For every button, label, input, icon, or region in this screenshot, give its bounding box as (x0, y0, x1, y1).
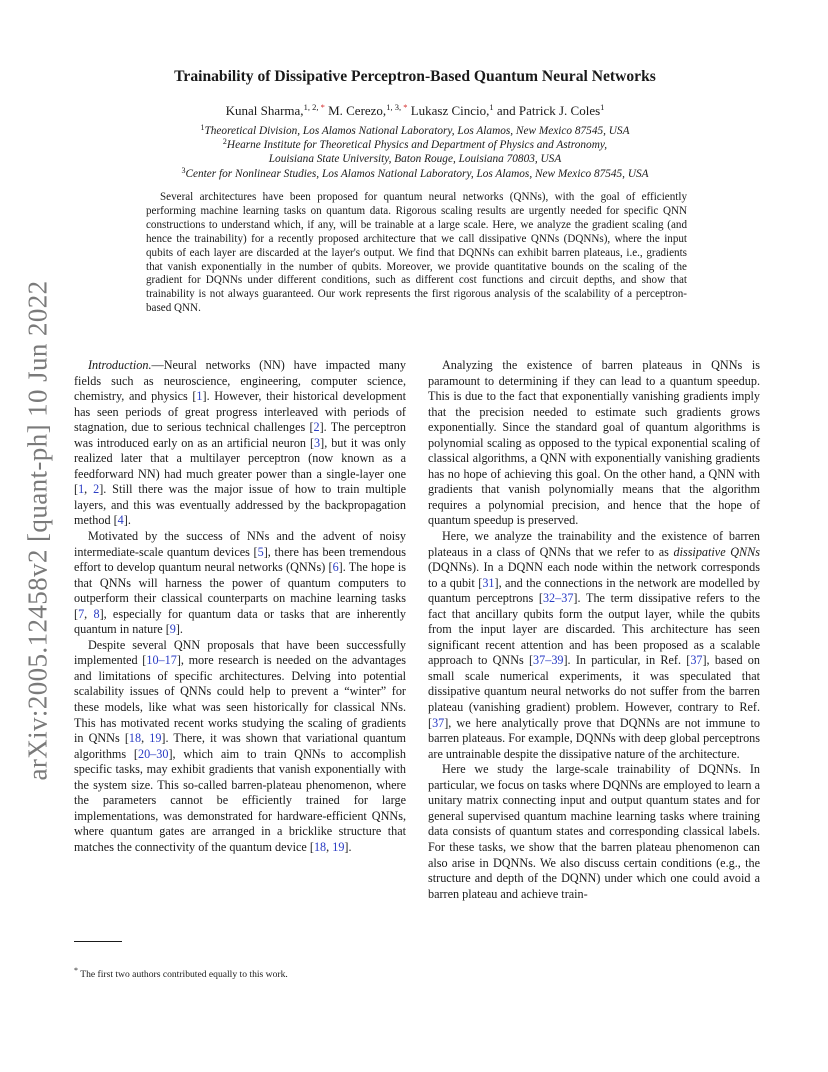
citation-link[interactable]: 18 (128, 731, 142, 746)
equal-contrib-star[interactable]: * (320, 102, 325, 112)
right-column (428, 358, 760, 902)
affiliation-2-cont: Louisiana State University, Baton Rouge, Louisiana 70803, USA (268, 153, 562, 166)
paragraph-motivation: Motivated by the success of NNs and the advent of noisy intermediate-scale quantum devices [5], there has been tremendous effort to develop quantum neural networks (QNNs) [6]. The hope is that QNNs will harness the power of quantum computers to outperform their classical counterparts on machine learning tasks [7, 8], especially for quantum data or tasks that are inherently quantum in nature [9]. (74, 529, 407, 637)
paragraph-scope: Here we study the large-scale trainability of DQNNs. In particular, we focus on tasks where DQNNs are employed to learn a unitary matrix connecting input and output quantum states and for general supervised quantum machine learning tasks where training data consists of quantum states and corresponding classical labels. For these tasks, we show that the barren plateau phenomenon can also arise in DQNNs. We also discuss certain conditions (e.g., the structure and depth of the DQNN) under which one could avoid a barren plateau and achieve train- (428, 762, 760, 901)
paper-title: Trainability of Dissipative Perceptron-Based Quantum Neural Networks (174, 68, 656, 85)
affiliation-2: $^2$Hearne Institute for Theoretical Physics and Department of Physics and Astronomy, (222, 137, 608, 152)
author-list (90, 103, 740, 119)
author-affil-marker: 1 (489, 102, 494, 112)
citation-link[interactable]: 10–17 (146, 653, 177, 668)
citation-link[interactable]: 2 (93, 482, 100, 497)
paragraph-introduction: Introduction.—Neural networks (NN) have impacted many fields such as neuroscience, engineering, computer science, chemistry, and physics [1]. However, their historical development has seen periods of great progress interleaved with periods of stagnation, due to serious technical challenges [2]. The perceptron was introduced early on as an artificial neuron [3], but it was only realized later that a multilayer perceptron (now known as a feedforward NN) had much greater power than a single-layer one [1, 2]. Still there was the major issue of how to train multiple layers, and this was eventually addressed by the backpropagation method [4]. (74, 358, 407, 528)
author-affil-marker: 1 (600, 102, 605, 112)
affiliation-3: $^3$Center for Nonlinear Studies, Los Alamos National Laboratory, Los Alamos, New Mexico 87545, USA (181, 165, 649, 180)
author-name: and Patrick J. Coles (493, 103, 601, 118)
author-name: M. Cerezo, (324, 103, 387, 118)
citation-link[interactable]: 2 (313, 420, 320, 435)
footnote-divider (74, 941, 122, 942)
citation-link[interactable]: 19 (332, 839, 345, 854)
citation-link[interactable]: 4 (117, 513, 124, 528)
paragraph-dqnn: Here, we analyze the trainability and the existence of barren plateaus in a class of QNNs that we refer to as dissipative QNNs (DQNNs). In a DQNN each node within the network corresponds to a qubit [31], and the connections in the network are modelled by quantum perceptrons [32–37]. The term dissipative refers to the fact that ancillary qubits form the output layer, while the qubits from the input layer are discarded. This architecture has seen significant recent attention and has been proposed as a scalable approach to QNNs [37–39]. In particular, in Ref. [37], based on small scale numerical experiments, it was speculated that dissipative quantum neural networks do not suffer from the barren plateau (vanishing gradient) problem. However, contrary to Ref. [37], we here analytically prove that DQNNs are not immune to barren plateaus. For example, DQNNs with deep global perceptrons are untrainable despite the dissipative nature of the architecture. (428, 529, 760, 761)
citation-link[interactable]: 32–37 (542, 591, 574, 606)
citation-link[interactable]: 18 (313, 839, 327, 854)
author-name: Kunal Sharma, (225, 103, 304, 118)
citation-link[interactable]: 3 (314, 435, 321, 450)
citation-link[interactable]: 20–30 (137, 746, 169, 761)
citation-link[interactable]: 19 (149, 731, 162, 746)
author-name: Lukasz Cincio, (407, 103, 490, 118)
citation-link[interactable]: 7 (78, 606, 85, 621)
emphasis-term: dissipative QNNs (673, 544, 760, 559)
citation-link[interactable]: 6 (332, 560, 339, 575)
equal-contrib-star[interactable]: * (403, 102, 408, 112)
author-affil-marker: 1, 3, * (386, 102, 408, 112)
citation-link[interactable]: 1 (196, 389, 203, 404)
citation-link[interactable]: 5 (257, 544, 264, 559)
arxiv-side-stamp (18, 275, 58, 785)
citation-link[interactable]: 8 (93, 606, 100, 621)
citation-link[interactable]: 37 (432, 715, 445, 730)
paragraph-barren-plateaus: Despite several QNN proposals that have been successfully implemented [10–17], more research is needed on the advantages and limitations of specific architectures. Delving into potential scalability issues of QNNs could help to prevent a “winter” for these models, like what was seen historically for classical NNs. This has motivated recent works studying the scaling of gradients in QNNs [18, 19]. There, it was shown that variational quantum algorithms [20–30], which aim to train QNNs to accomplish specific tasks, may exhibit gradients that vanish exponentially with the system size. This so-called barren-plateau phenomenon, where the parameters cannot be efficiently trained for large implementations, was demonstrated for hardware-efficient QNNs, where quantum gates are arranged in a bricklike structure that matches the connectivity of the quantum device [18, 19]. (74, 637, 407, 854)
paragraph-speedup: Analyzing the existence of barren plateaus in QNNs is paramount to determining if they can lead to a quantum speedup. This is due to the fact that exponentially vanishing gradients imply that the precision needed to estimate such gradients grows exponentially. Since the standard goal of quantum algorithms is polynomial scaling as opposed to the typical exponential scaling of classical algorithms, a QNN with exponentially vanishing gradients has no hope of achieving this goal. On the other hand, a QNN with gradients that vanish polynomially means that the algorithm requires a polynomial precision, and hence that the hope of quantum speedup is preserved. (428, 358, 760, 528)
citation-link[interactable]: 1 (78, 482, 85, 497)
footnote (74, 965, 406, 981)
arxiv-id: arXiv:2005.12458v2 [quant-ph] 10 Jun 2022 (22, 279, 53, 781)
citation-link[interactable]: 31 (482, 575, 495, 590)
citation-link[interactable]: 37 (690, 653, 703, 668)
citation-link[interactable]: 9 (169, 622, 176, 637)
section-lead: Introduction. (88, 358, 152, 372)
footnote-text: The first two authors contributed equally to this work. (78, 969, 288, 981)
citation-link[interactable]: 37–39 (533, 653, 564, 668)
left-column (74, 358, 406, 856)
affiliations (90, 124, 740, 181)
footnote-marker: * (74, 966, 78, 975)
affiliation-1: $^1$Theoretical Division, Los Alamos National Laboratory, Los Alamos, New Mexico 87545, USA (200, 123, 630, 137)
author-affil-marker: 1, 2, * (303, 102, 325, 112)
abstract: Several architectures have been proposed for quantum neural networks (QNNs), with the goal of efficiently performing machine learning tasks on quantum data. Rigorous scaling results are urgently needed for specific QNN constructions to understand which, if any, will be trainable at a large scale. Here, we analyze the gradient scaling (and hence the trainability) for a recently proposed architecture that we call dissipative QNNs (DQNNs), where the input qubits of each layer are discarded at the layer's output. We find that DQNNs can exhibit barren plateaus, i.e., gradients that vanish exponentially in the number of qubits. Moreover, we provide quantitative bounds on the scaling of the gradient for DQNNs under different conditions, such as different cost functions and circuit depths, and show that trainability is not always guaranteed. Our work represents the first rigorous analysis of the scalability of a perceptron-based QNN. (146, 191, 687, 315)
